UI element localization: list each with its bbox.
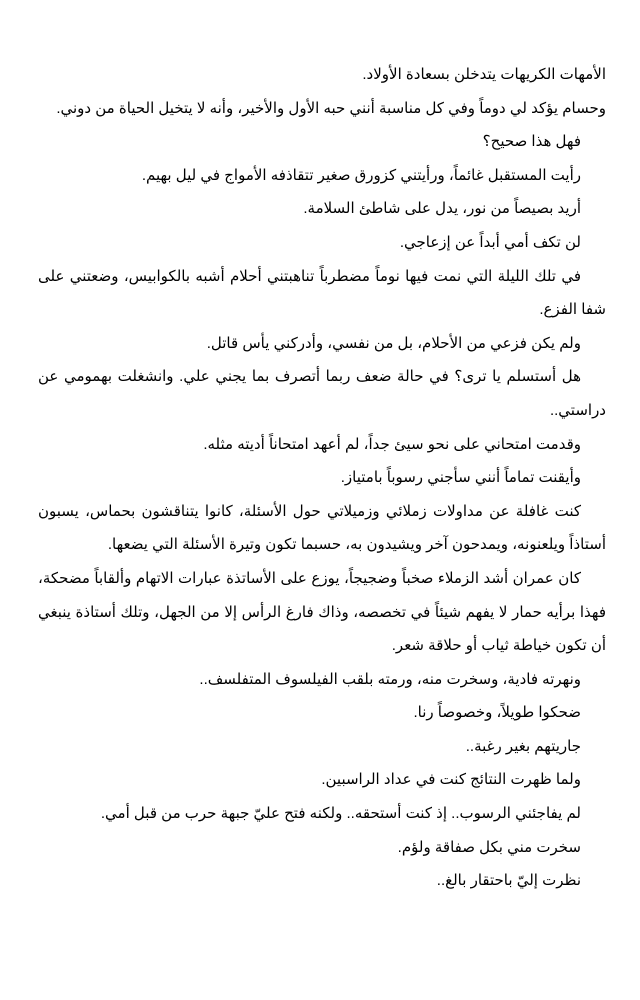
paragraph: جاريتهم بغير رغبة.. (465, 737, 581, 755)
paragraph: فهل هذا صحيح؟ (482, 133, 581, 151)
paragraph: لن تكف أمي أبداً عن إزعاجي. (399, 233, 581, 251)
paragraph: ولم يكن فزعي من الأحلام، بل من نفسي، وأدركني يأس قاتل. (206, 334, 581, 352)
paragraph: لم يفاجئني الرسوب.. إذ كنت أستحقه.. ولكنه فتح عليّ جبهة حرب من قبل أمي. (100, 805, 581, 823)
paragraph: أريد بصيصاً من نور، يدل على شاطئ السلامة. (303, 200, 581, 218)
paragraph: وأيقنت تماماً أنني سأجني رسوباً بامتياز. (340, 469, 581, 487)
paragraph: في تلك الليلة التي نمت فيها نوماً مضطرباً تناهبتني أحلام أشبه بالكوابيس، وضعتني على شفا الفزع. (38, 267, 606, 319)
document-page (38, 58, 606, 898)
paragraph: هل أستسلم يا ترى؟ في حالة ضعف ربما أتصرف بما يجني علي. وانشغلت بهمومي عن دراستي.. (38, 368, 606, 419)
paragraph: كنت غافلة عن مداولات زملائي وزميلاتي حول الأسئلة، كانوا يتناقشون بحماس، يسبون أستاذاً ويلعنونه، ويمدحون آخر ويشيدون به، حسبما تكون وتيرة الأسئلة التي يضعها. (38, 502, 606, 554)
paragraph: الأمهات الكريهات يتدخلن بسعادة الأولاد. (362, 66, 606, 83)
paragraph: نظرت إليّ باحتقار بالغ.. (436, 872, 581, 890)
paragraph: سخرت مني بكل صفاقة ولؤم. (397, 838, 581, 856)
paragraph: ولما ظهرت النتائج كنت في عداد الراسبين. (321, 771, 581, 789)
paragraph: كان عمران أشد الزملاء صخباً وضجيجاً، يوزع على الأساتذة عبارات الاتهام وألقاباً مضحكة، فهذا برأيه حمار لا يفهم شيئاً في تخصصه، وذاك فارغ الرأس إلا من الجهل، وتلك أستاذة ينبغي أن تكون خياطة ثياب أو حلاقة شعر. (38, 569, 606, 655)
paragraph: وحسام يؤكد لي دوماً وفي كل مناسبة أنني حبه الأول والأخير، وأنه لا يتخيل الحياة من دوني. (56, 99, 606, 117)
paragraph: رأيت المستقبل غائماً، ورأيتني كزورق صغير تتقاذفه الأمواج في ليل بهيم. (141, 166, 581, 184)
paragraph: ضحكوا طويلاً، وخصوصاً رنا. (413, 704, 581, 722)
paragraph: ونهرته فادية، وسخرت منه، ورمته بلقب الفيلسوف المتفلسف.. (199, 670, 581, 688)
paragraph: وقدمت امتحاني على نحو سيئ جداً، لم أعهد امتحاناً أديته مثله. (203, 435, 581, 453)
